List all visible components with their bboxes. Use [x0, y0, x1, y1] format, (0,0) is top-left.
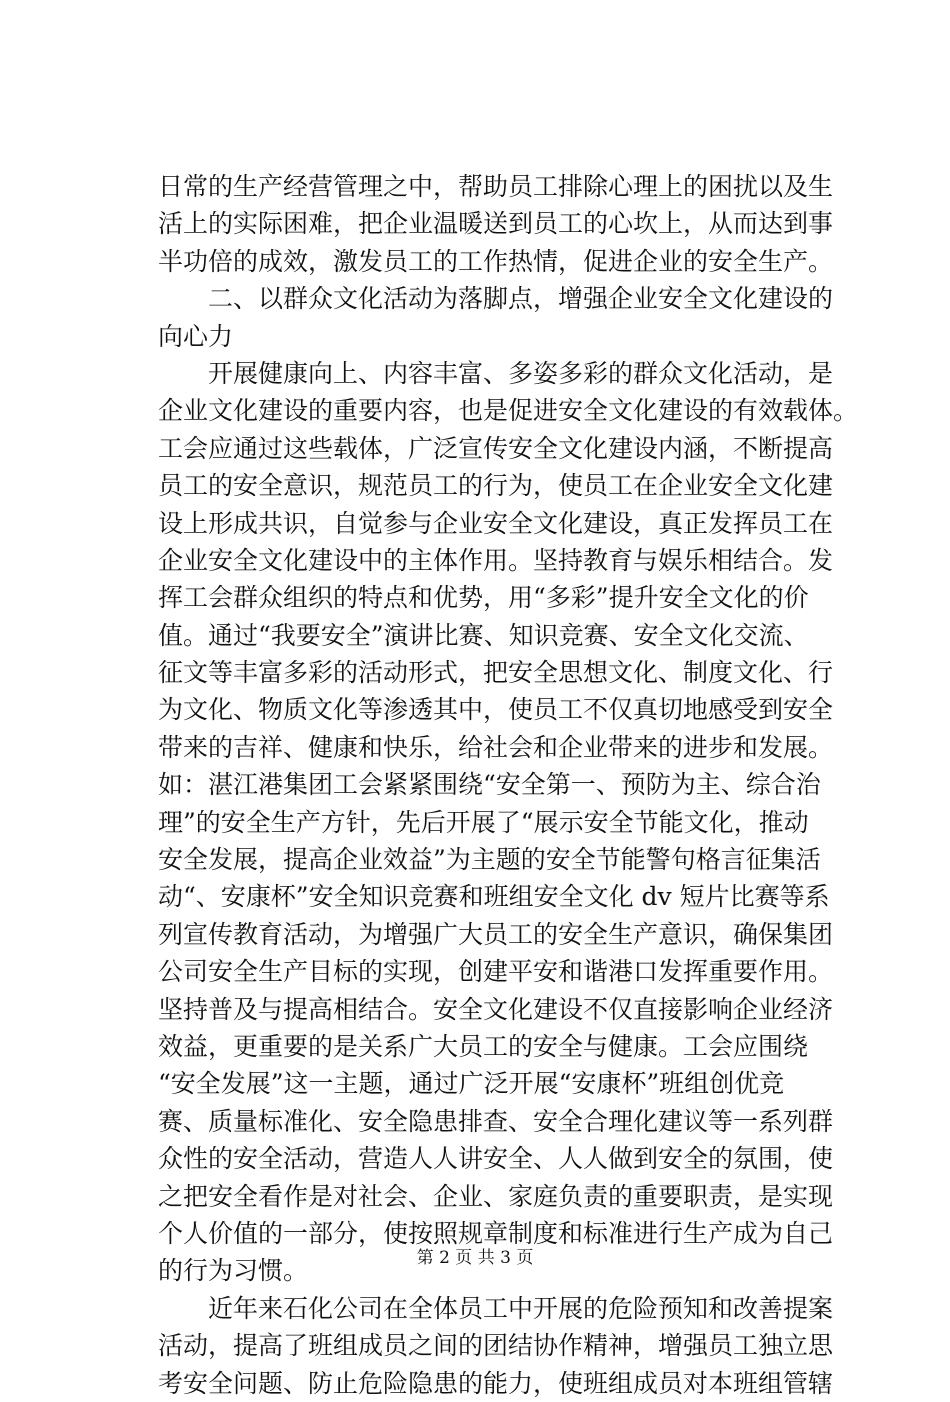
text-line: 员工的安全意识，规范员工的行为，使员工在企业安全文化建 — [158, 471, 834, 501]
text-line: 公司安全生产目标的实现，创建平安和谐港口发挥重要作用。 — [158, 957, 834, 987]
text-line: 挥工会群众组织的特点和优势，用“多彩”提升安全文化的价 — [158, 583, 809, 613]
text-line: 值。通过“我要安全”演讲比赛、知识竞赛、安全文化交流、 — [158, 620, 809, 650]
text-line: 活动，提高了班组成员之间的团结协作精神，增强员工独立思 — [158, 1331, 834, 1361]
text-line: 开展健康向上、内容丰富、多姿多彩的群众文化活动，是 — [158, 358, 834, 388]
text-line: 理”的安全生产方针，先后开展了“展示安全节能文化，推动 — [158, 807, 809, 837]
text-line: 效益，更重要的是关系广大员工的安全与健康。工会应围绕 — [158, 1031, 809, 1061]
text-line: 坚持普及与提高相结合。安全文化建设不仅直接影响企业经济 — [158, 994, 834, 1024]
text-line: 众性的安全活动，营造人人讲安全、人人做到安全的氛围，使 — [158, 1144, 834, 1174]
text-line: 考安全问题、防止危险隐患的能力，使班组成员对本班组管辖 — [158, 1368, 834, 1398]
section-heading-line: 向心力 — [158, 321, 234, 351]
text-line: 半功倍的成效，激发员工的工作热情，促进企业的安全生产。 — [158, 246, 834, 276]
text-line: 带来的吉祥、健康和快乐，给社会和企业带来的进步和发展。 — [158, 732, 834, 762]
text-line: 企业文化建设的重要内容，也是促进安全文化建设的有效载体。 — [158, 396, 859, 426]
text-line: 动“、安康杯”安全知识竞赛和班组安全文化 dv 短片比赛等系 — [158, 882, 830, 912]
text-line: 日常的生产经营管理之中，帮助员工排除心理上的困扰以及生 — [158, 172, 834, 201]
text-line: 之把安全看作是对社会、企业、家庭负责的重要职责，是实现 — [158, 1181, 834, 1211]
page-footer: 第 2 页 共 3 页 — [416, 1248, 534, 1268]
text-line: 近年来石化公司在全体员工中开展的危险预知和改善提案 — [158, 1293, 834, 1323]
text-line: 如：湛江港集团工会紧紧围绕“安全第一、预防为主、综合治 — [158, 770, 821, 800]
text-line: “安全发展”这一主题，通过广泛开展“安康杯”班组创优竞 — [158, 1069, 785, 1099]
text-line: 工会应通过这些载体，广泛宣传安全文化建设内涵，不断提高 — [158, 433, 834, 463]
text-line: 的行为习惯。 — [158, 1256, 309, 1286]
body-text — [158, 168, 859, 1402]
text-line: 赛、质量标准化、安全隐患排查、安全合理化建议等一系列群 — [158, 1106, 834, 1136]
text-line: 企业安全文化建设中的主体作用。坚持教育与娱乐相结合。发 — [158, 545, 834, 575]
text-line: 个人价值的一部分，使按照规章制度和标准进行生产成为自己 — [158, 1218, 834, 1248]
text-line: 为文化、物质文化等渗透其中，使员工不仅真切地感受到安全 — [158, 695, 834, 725]
text-line: 设上形成共识，自觉参与企业安全文化建设，真正发挥员工在 — [158, 508, 834, 538]
section-heading-line: 二、以群众文化活动为落脚点，增强企业安全文化建设的 — [158, 284, 834, 314]
text-line: 列宣传教育活动，为增强广大员工的安全生产意识，确保集团 — [158, 919, 834, 949]
text-line: 活上的实际困难，把企业温暖送到员工的心坎上，从而达到事 — [158, 209, 834, 239]
text-line: 安全发展，提高企业效益”为主题的安全节能警句格言征集活 — [158, 845, 821, 875]
text-line: 征文等丰富多彩的活动形式，把安全思想文化、制度文化、行 — [158, 658, 834, 688]
